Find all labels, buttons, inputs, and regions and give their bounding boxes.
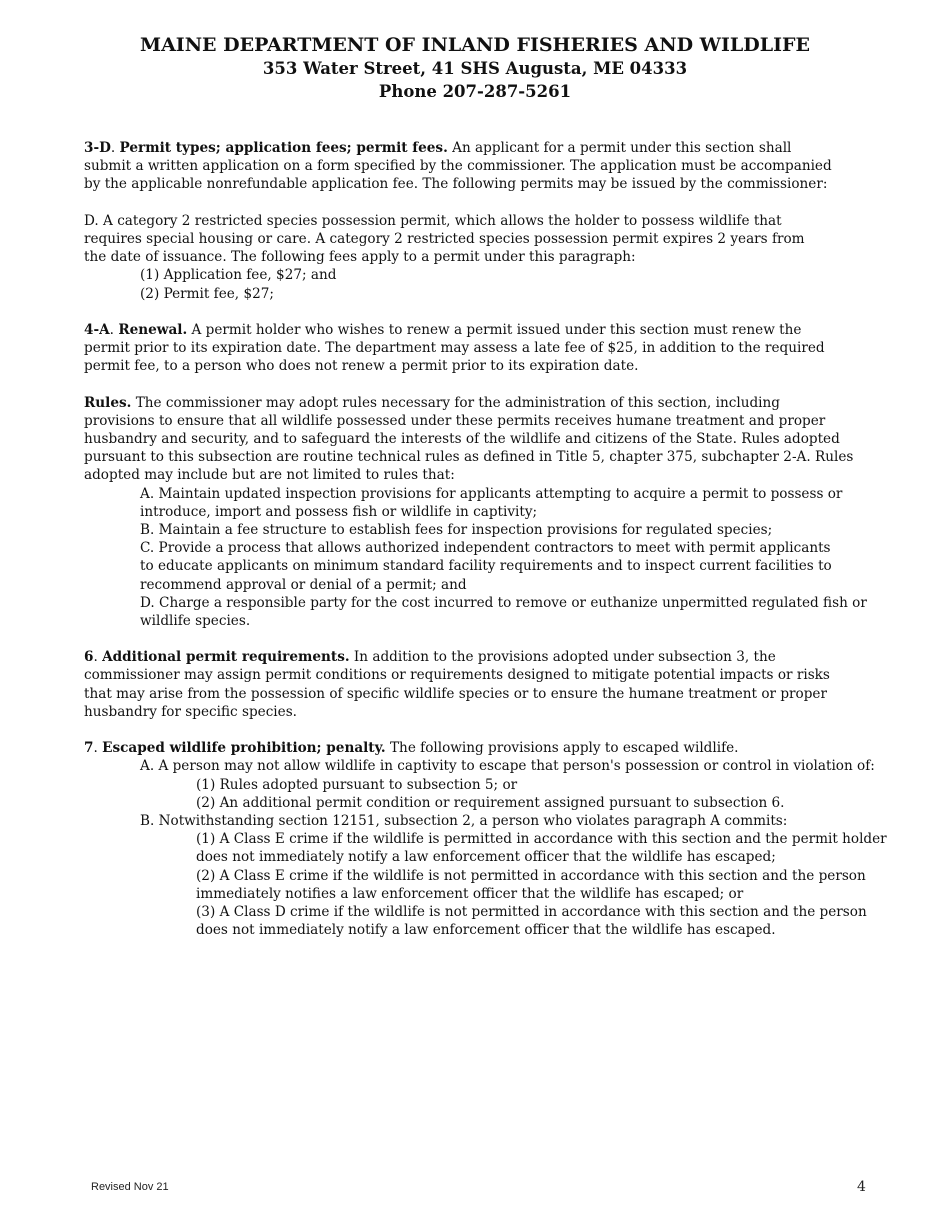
section-6-line4: husbandry for specific species. xyxy=(84,703,297,720)
rules-item-b: B. Maintain a fee structure to establish fees for inspection provisions for regulated species; xyxy=(140,521,773,538)
section-7-item-b2-line2: immediately notifies a law enforcement officer that the wildlife has escaped; or xyxy=(196,885,744,902)
rules-item-c-line2: to educate applicants on minimum standard facility requirements and to inspect current facilities to xyxy=(140,558,832,575)
section-7-item-b1-line2: does not immediately notify a law enforcement officer that the wildlife has escaped; xyxy=(196,849,776,866)
rules-item-c-line1: C. Provide a process that allows authorized independent contractors to meet with permit applicants xyxy=(140,540,831,557)
section-6-number: 6 xyxy=(84,649,94,666)
document-body xyxy=(84,139,887,939)
rules-line5: adopted may include but are not limited to rules that: xyxy=(84,467,455,484)
section-7-item-b3-line2: does not immediately notify a law enforcement officer that the wildlife has escaped. xyxy=(196,922,776,939)
rules-item-a-line1: A. Maintain updated inspection provisions for applicants attempting to acquire a permit to possess or xyxy=(140,485,843,502)
section-6-text: In addition to the provisions adopted under subsection 3, the xyxy=(349,649,776,666)
section-7-heading: Escaped wildlife prohibition; penalty. xyxy=(102,740,386,757)
section-7-item-a: A. A person may not allow wildlife in captivity to escape that person's possession or control in violation of: xyxy=(140,758,875,775)
section-3d-number: 3-D xyxy=(84,140,111,156)
section-7-item-b1-line1: (1) A Class E crime if the wildlife is permitted in accordance with this section and the permit holder xyxy=(196,831,887,848)
section-6-line3: that may arise from the possession of specific wildlife species or to ensure the humane treatment or proper xyxy=(84,685,827,702)
section-7-item-b: B. Notwithstanding section 12151, subsection 2, a person who violates paragraph A commits: xyxy=(140,812,788,829)
section-6-line1: 6. Additional permit requirements. In addition to the provisions adopted under subsection 3, the xyxy=(84,649,776,666)
rules-line1 xyxy=(84,394,874,412)
section-3d-line3: by the applicable nonrefundable application fee. The following permits may be issued by the commissioner: xyxy=(84,176,828,193)
section-6-line2: commissioner may assign permit conditions or requirements designed to mitigate potential impacts or risks xyxy=(84,667,830,684)
section-4a-number: 4-A xyxy=(84,321,110,338)
rules-heading: Rules. xyxy=(84,394,132,411)
permit-d-line1: D. A category 2 restricted species possession permit, which allows the holder to possess wildlife that xyxy=(84,212,782,229)
section-7-item-b3-line1: (3) A Class D crime if the wildlife is not permitted in accordance with this section and the person xyxy=(196,903,867,920)
rules-line2: provisions to ensure that all wildlife possessed under these permits receives humane treatment and proper xyxy=(84,412,826,429)
section-6-heading: Additional permit requirements. xyxy=(102,649,350,666)
permit-fee: (2) Permit fee, $27; xyxy=(140,285,274,302)
rules-item-d-line1: D. Charge a responsible party for the cost incurred to remove or euthanize unpermitted regulated fish or xyxy=(140,594,867,611)
letterhead xyxy=(0,34,950,103)
section-7-number: 7 xyxy=(84,740,94,757)
section-3d-line2: submit a written application on a form specified by the commissioner. The application must be accompanied xyxy=(84,158,832,175)
rules-item-c-line3: recommend approval or denial of a permit; and xyxy=(140,576,467,593)
section-7-item-a2: (2) An additional permit condition or requirement assigned pursuant to subsection 6. xyxy=(196,794,785,811)
org-address: 353 Water Street, 41 SHS Augusta, ME 04333 xyxy=(262,59,688,78)
section-7-item-b2-line1: (2) A Class E crime if the wildlife is not permitted in accordance with this section and the person xyxy=(196,867,866,884)
section-7-item-a1: (1) Rules adopted pursuant to subsection 5; or xyxy=(196,776,518,793)
permit-d-line3: the date of issuance. The following fees apply to a permit under this paragraph: xyxy=(84,249,636,266)
org-phone: Phone 207-287-5261 xyxy=(378,82,572,101)
org-name: MAINE DEPARTMENT OF INLAND FISHERIES AND WILDLIFE xyxy=(140,34,810,56)
page-number: 4 xyxy=(857,1179,866,1195)
rules-item-a-line2: introduce, import and possess fish or wildlife in captivity; xyxy=(140,503,538,520)
rules-text: The commissioner may adopt rules necessary for the administration of this section, including xyxy=(131,394,780,411)
section-4a-line2: permit prior to its expiration date. The department may assess a late fee of $25, in addition to the required xyxy=(84,340,825,357)
section-4a-line1: 4-A. Renewal. A permit holder who wishes to renew a permit issued under this section must renew the xyxy=(84,321,802,338)
section-3d-line1: 3-D. Permit types; application fees; permit fees. An applicant for a permit under this section shall xyxy=(84,140,792,156)
rules-line4: pursuant to this subsection are routine technical rules as defined in Title 5, chapter 375, subchapter 2-A. Rules xyxy=(84,449,854,466)
section-3d-heading: Permit types; application fees; permit fees. xyxy=(119,140,448,156)
section-7-line1: 7. Escaped wildlife prohibition; penalty. The following provisions apply to escaped wildlife. xyxy=(84,740,739,757)
application-fee: (1) Application fee, $27; and xyxy=(140,267,337,284)
permit-d-line2: requires special housing or care. A category 2 restricted species possession permit expires 2 years from xyxy=(84,230,805,247)
section-3d-text: An applicant for a permit under this section shall xyxy=(447,140,792,156)
rules-line3: husbandry and security, and to safeguard the interests of the wildlife and citizens of the State. Rules adopted xyxy=(84,431,840,447)
rules-item-d-line2: wildlife species. xyxy=(140,612,251,629)
section-4a-line3: permit fee, to a person who does not renew a permit prior to its expiration date. xyxy=(84,358,639,375)
revision-date: Revised Nov 21 xyxy=(91,1181,169,1193)
section-4a-text: A permit holder who wishes to renew a permit issued under this section must renew the xyxy=(187,321,802,338)
section-4a-heading: Renewal. xyxy=(118,321,188,338)
section-7-text: The following provisions apply to escaped wildlife. xyxy=(385,740,739,757)
